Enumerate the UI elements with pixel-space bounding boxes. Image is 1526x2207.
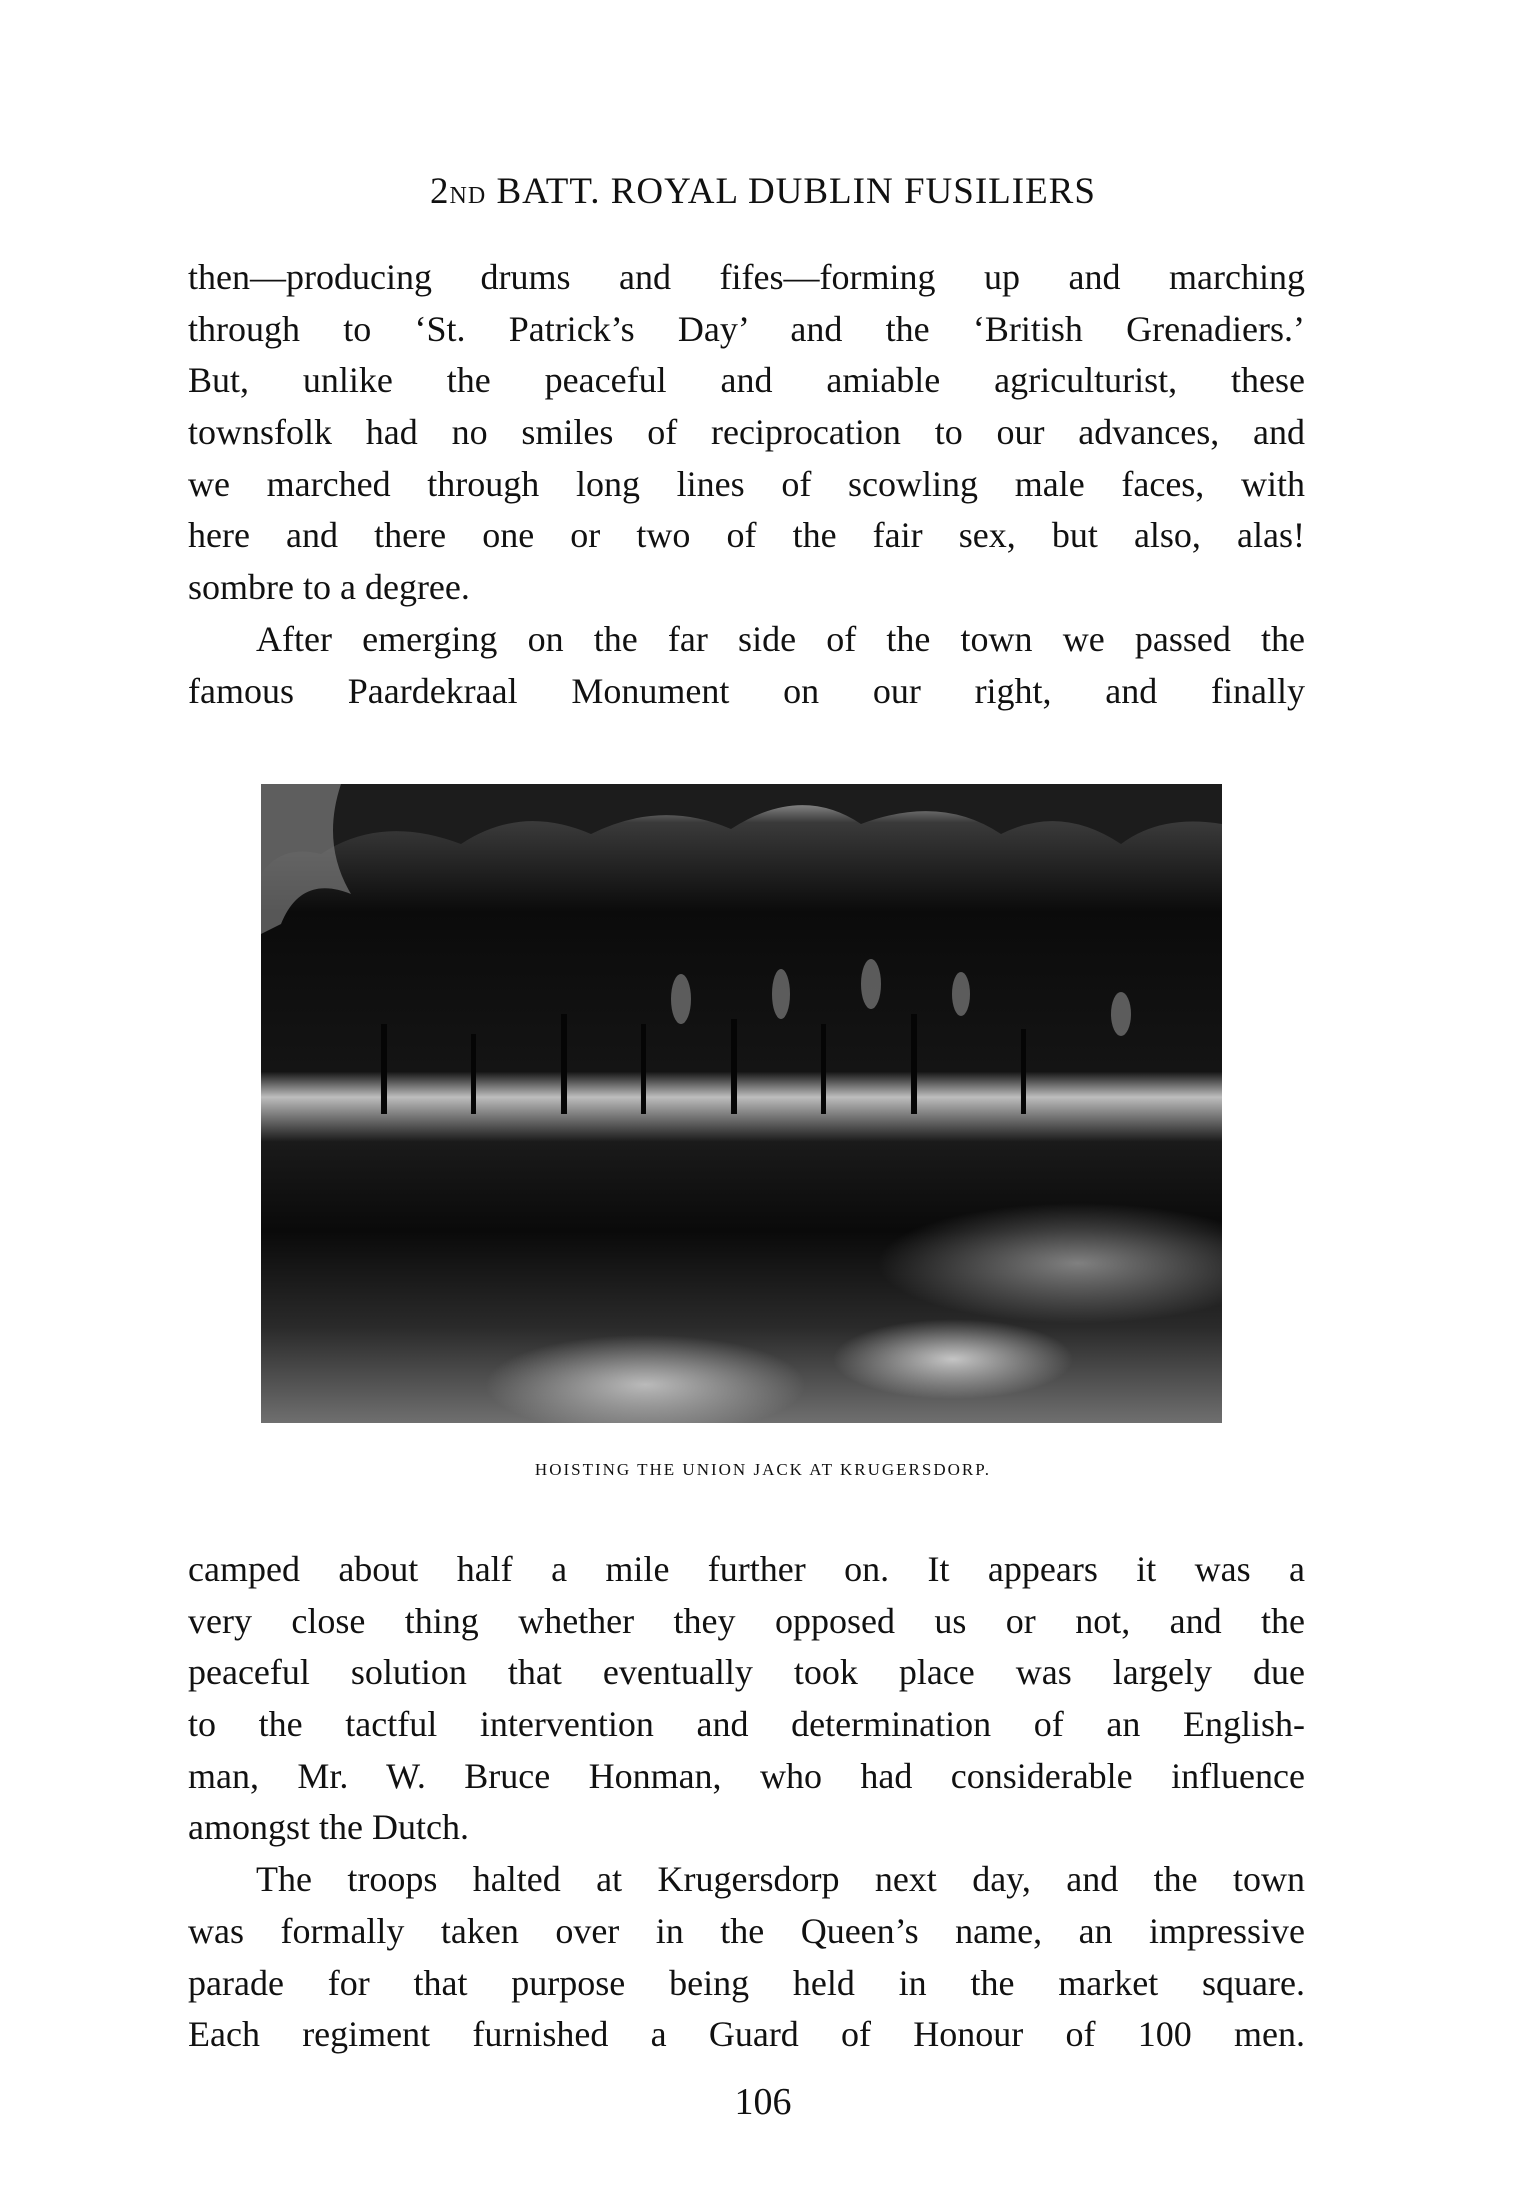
text-line: camped about half a mile further on. It appears it was a — [188, 1549, 1305, 1589]
figure-caption: HOISTING THE UNION JACK AT KRUGERSDORP. — [534, 1460, 992, 1479]
page-number: 106 — [734, 2081, 792, 2123]
text-line: After emerging on the far side of the town we passed the — [256, 618, 1305, 659]
text-line: famous Paardekraal Monument on our right, and finally — [188, 670, 1305, 711]
text-line: very close thing whether they opposed us or not, and the — [188, 1600, 1305, 1641]
running-header — [0, 170, 1526, 213]
text-line: here and there one or two of the fair sex, but also, alas! — [188, 515, 1305, 556]
text-line: then—producing drums and fifes—forming up and marching — [188, 257, 1305, 297]
text-line: peaceful solution that eventually took place was largely due — [188, 1652, 1305, 1693]
text-line: was formally taken over in the Queen’s name, an impressive — [188, 1910, 1305, 1951]
header-suffix: ND — [449, 183, 487, 209]
text-line: The troops halted at Krugersdorp next day, and the town — [256, 1859, 1305, 1900]
text-line: sombre to a degree. — [188, 567, 470, 608]
text-line: amongst the Dutch. — [188, 1807, 469, 1848]
text-line: Each regiment furnished a Guard of Honour of 100 men. — [188, 2014, 1305, 2055]
photograph — [261, 784, 1222, 1423]
photo-trees — [261, 784, 1222, 1423]
text-line: we marched through long lines of scowling male faces, with — [188, 463, 1305, 504]
text-line: through to ‘St. Patrick’s Day’ and the ‘British Grenadiers.’ — [188, 308, 1305, 349]
paragraph-1 — [188, 252, 1305, 717]
text-line: man, Mr. W. Bruce Honman, who had considerable influence — [188, 1755, 1305, 1796]
text-line: But, unlike the peaceful and amiable agriculturist, these — [188, 360, 1305, 401]
paragraph-3 — [188, 1544, 1305, 2061]
header-title: BATT. ROYAL DUBLIN FUSILIERS — [496, 171, 1096, 212]
text-line: parade for that purpose being held in the market square. — [188, 1962, 1305, 2003]
text-line: to the tactful intervention and determination of an English- — [188, 1704, 1305, 1745]
header-number: 2 — [430, 171, 450, 212]
text-line: townsfolk had no smiles of reciprocation to our advances, and — [188, 412, 1305, 453]
